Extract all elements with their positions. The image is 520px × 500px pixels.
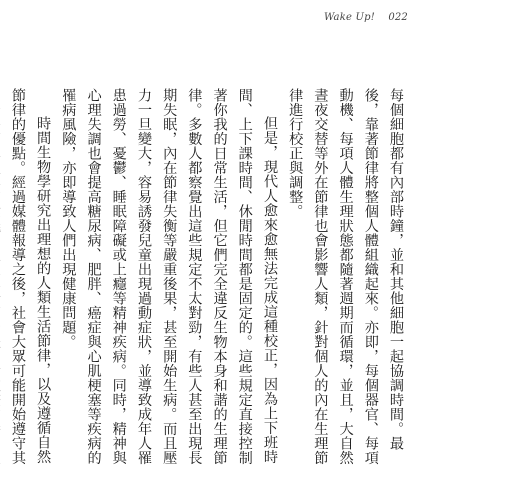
running-header-title: Wake Up! xyxy=(323,12,375,23)
paragraph: 時間生物學研究出理想的人類生活節律，以及遵循自然節律的優點。經過媒體報導之後，社會大眾可能開始遵守其 xyxy=(9,88,52,465)
running-header xyxy=(324,12,408,23)
paragraph: 每個細胞都有內部時鐘，並和其他細胞一起協調時間。最後，靠著節律將整個人體組織起來。亦即，每個器官、每項動機、每項人體生理狀態都隨著週期而循環，並且，大自然晝夜交替等外在節律也會影響人類，針對個人的內在生理節律進行校正與調整。 xyxy=(287,88,404,465)
page-number: 022 xyxy=(388,12,408,23)
body-text xyxy=(0,88,408,468)
paragraph: 但是，現代人愈來愈無法完成這種校正，因為上下班時間、上下課時間、休閒時間都是固定的。這些規定直接控制著你我的日常生活，但它們完全違反生物本身和諧的生理節律。多數人都察覺出這些規定不太對勁，有些人甚至出現長期失眠，內在節律失衡等嚴重後果，甚至開始生病。而且壓力一旦變大，容易誘發兒童出現過動症狀，並導致成年人罹患過勞、憂鬱、睡眠障礙或上癮等精神疾病。同時，精神與心理失調也會提高糖尿病、肥胖、癌症與心肌梗塞等疾病的罹病風險，亦即導致人們出現健康問題。 xyxy=(60,88,278,465)
